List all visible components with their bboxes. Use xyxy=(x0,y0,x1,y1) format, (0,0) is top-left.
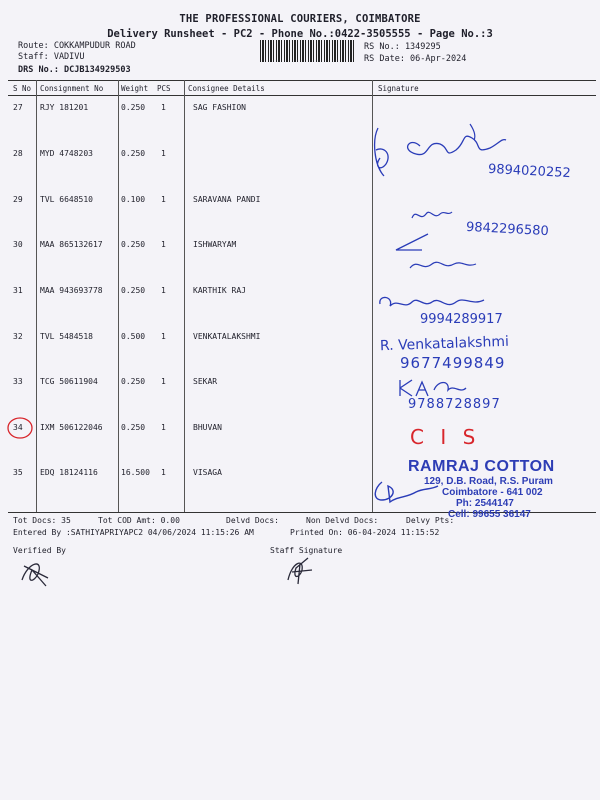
row-32-consignment: TVL 5484518 xyxy=(40,332,93,341)
row-35-sno: 35 xyxy=(13,468,23,477)
col-pcs: PCS xyxy=(157,84,171,93)
row-29-phone: 9842296580 xyxy=(465,219,550,240)
rs-date: RS Date: 06-Apr-2024 xyxy=(364,54,467,64)
route-label: Route: COKKAMPUDUR ROAD xyxy=(18,41,136,51)
row-31-pcs: 1 xyxy=(161,286,166,295)
row-32-weight: 0.500 xyxy=(121,332,146,341)
stamp-address: 129, D.B. Road, R.S. Puram xyxy=(424,476,553,487)
runsheet-subtitle: Delivery Runsheet - PC2 - Phone No.:0422-3505555 - Page No.:3 xyxy=(107,28,493,40)
stamp-name: RAMRAJ COTTON xyxy=(408,458,555,475)
row-29-pcs: 1 xyxy=(161,195,166,204)
col-weight: Weight xyxy=(121,84,149,93)
printed-on: Printed On: 06-04-2024 11:15:52 xyxy=(290,528,440,537)
entered-by: Entered By :SATHIYAPRIYAPC2 04/06/2024 11:15:26 AM xyxy=(13,528,254,537)
row-33-phone: 9788728897 xyxy=(408,397,501,412)
row-29-consignment: TVL 6648510 xyxy=(40,195,93,204)
row-29-consignee: SARAVANA PANDI xyxy=(193,195,261,204)
row-33-consignment: TCG 50611904 xyxy=(40,377,98,386)
non-delivered-docs: Non Delvd Docs: xyxy=(306,516,379,525)
col-sno: S No xyxy=(13,84,32,93)
row-31-sno: 31 xyxy=(13,286,23,295)
row-28-pcs: 1 xyxy=(161,149,166,158)
column-divider xyxy=(36,80,37,512)
row-28-weight: 0.250 xyxy=(121,149,146,158)
row-34-note: C I S xyxy=(410,425,481,449)
row-27-weight: 0.250 xyxy=(121,103,146,112)
row-32-pcs: 1 xyxy=(161,332,166,341)
delivery-points: Delvy Pts: xyxy=(406,516,455,525)
table-top-rule xyxy=(8,80,596,81)
row-35-consignee: VISAGA xyxy=(193,468,222,477)
staff-signature-mark xyxy=(282,554,316,586)
col-consignment: Consignment No xyxy=(40,84,104,93)
row-33-consignee: SEKAR xyxy=(193,377,218,386)
row-31-consignee: KARTHIK RAJ xyxy=(193,286,246,295)
delivered-docs: Delvd Docs: xyxy=(226,516,279,525)
verified-signature xyxy=(18,556,52,588)
row-30-consignee: ISHWARYAM xyxy=(193,240,237,249)
row-30-pcs: 1 xyxy=(161,240,166,249)
row-34-consignee: BHUVAN xyxy=(193,423,222,432)
row-33-pcs: 1 xyxy=(161,377,166,386)
row-33-weight: 0.250 xyxy=(121,377,146,386)
row-32-phone: 9677499849 xyxy=(400,354,506,372)
row-32-sno: 32 xyxy=(13,332,23,341)
total-docs: Tot Docs: 35 xyxy=(13,516,71,525)
row-33-sno: 33 xyxy=(13,377,23,386)
row-30-weight: 0.250 xyxy=(121,240,146,249)
row-29-signature xyxy=(408,204,458,228)
rs-number: RS No.: 1349295 xyxy=(364,42,441,52)
table-header-rule xyxy=(8,95,596,96)
row-30-sno: 30 xyxy=(13,240,23,249)
barcode xyxy=(260,40,356,62)
column-divider xyxy=(184,80,185,512)
row-27-consignee: SAG FASHION xyxy=(193,103,246,112)
stamp-city: Coimbatore - 641 002 xyxy=(442,487,543,498)
row-34-consignment: IXM 506122046 xyxy=(40,423,103,432)
stamp-phone: Ph: 2544147 xyxy=(456,498,514,509)
company-title: THE PROFESSIONAL COURIERS, COIMBATORE xyxy=(179,13,421,25)
row-32-name: R. Venkatalakshmi xyxy=(379,333,510,355)
row-35-pcs: 1 xyxy=(161,468,166,477)
row-28-consignment: MYD 4748203 xyxy=(40,149,93,158)
row-27-consignment: RJY 181201 xyxy=(40,103,89,112)
row-35-weight: 16.500 xyxy=(121,468,150,477)
row-27-sno: 27 xyxy=(13,103,23,112)
row-34-sno: 34 xyxy=(13,423,23,432)
red-circle-mark xyxy=(6,416,34,440)
verified-by-label: Verified By xyxy=(13,546,66,555)
staff-signature-label: Staff Signature xyxy=(270,546,343,555)
row-30-consignment: MAA 865132617 xyxy=(40,240,103,249)
staff-label: Staff: VADIVU xyxy=(18,52,85,62)
row-34-weight: 0.250 xyxy=(121,423,146,432)
row-35-consignment: EDQ 18124116 xyxy=(40,468,98,477)
row-28-sno: 28 xyxy=(13,149,23,158)
row-34-pcs: 1 xyxy=(161,423,166,432)
row-31-weight: 0.250 xyxy=(121,286,146,295)
row-28-phone: 9894020252 xyxy=(487,161,572,182)
col-consignee: Consignee Details xyxy=(188,84,265,93)
row-31-phone: 9994289917 xyxy=(420,312,503,327)
row-32-consignee: VENKATALAKSHMI xyxy=(193,332,261,341)
col-signature: Signature xyxy=(378,84,419,93)
row-30-signature xyxy=(392,228,512,278)
row-27-pcs: 1 xyxy=(161,103,166,112)
row-29-sno: 29 xyxy=(13,195,23,204)
stamp-cell: Cell: 99655 36147 xyxy=(448,509,531,520)
row-31-consignment: MAA 943693778 xyxy=(40,286,103,295)
row-29-weight: 0.100 xyxy=(121,195,146,204)
drs-number: DRS No.: DCJB134929503 xyxy=(18,65,131,75)
column-divider xyxy=(118,80,119,512)
ramraj-cotton-stamp xyxy=(408,458,555,520)
total-cod-amount: Tot COD Amt: 0.00 xyxy=(98,516,180,525)
